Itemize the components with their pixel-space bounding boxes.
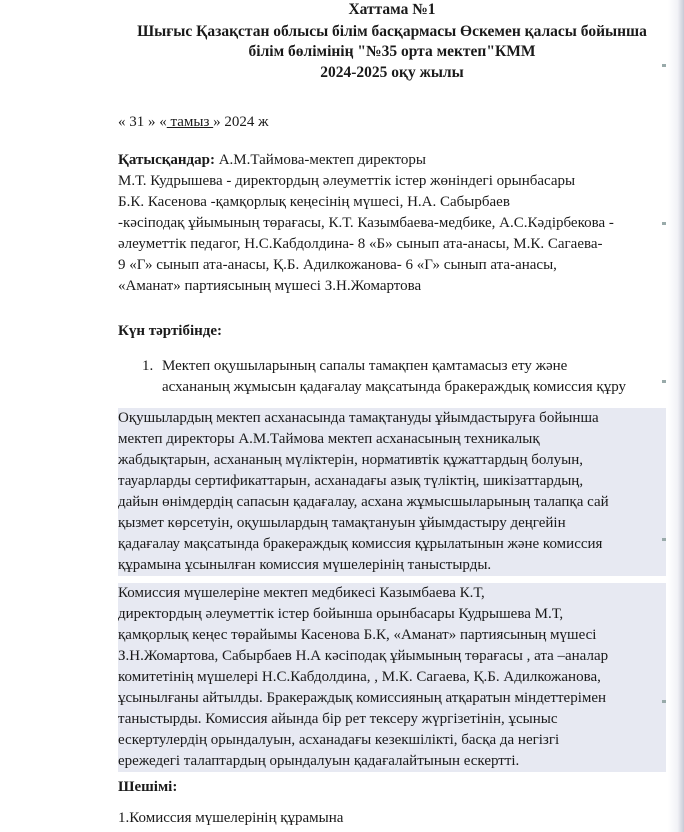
date-prefix: « 31 » « bbox=[118, 114, 167, 130]
participants-block bbox=[118, 150, 666, 297]
header-line-3: білім бөлімінің "№35 орта мектеп"КММ bbox=[248, 43, 536, 60]
body-line: тауарларды сертификаттарын, асханадағы азық түліктің, шикізаттардың, bbox=[118, 473, 584, 489]
body-line: қамқорлық кеңес төрайымы Касенова Б.К, «Аманат» партиясының мүшесі bbox=[118, 627, 597, 643]
body-line: ескертулердің орындалуын, асханадағы кезекшілікті, басқа да негізгі bbox=[118, 732, 560, 748]
agenda-title: Күн тәртібінде: bbox=[118, 323, 223, 339]
participants-line: М.Т. Кудрышева - директордың әлеуметтік істер жөніндегі орынбасары bbox=[118, 173, 576, 189]
body-line: құрамына ұсынылған комиссия мүшелерінің таныстырды. bbox=[118, 557, 492, 573]
participants-director: А.М.Таймова-мектеп директоры bbox=[214, 152, 426, 168]
participants-first-line bbox=[118, 150, 666, 171]
page-edge-shadow bbox=[668, 0, 684, 832]
body-paragraph-2 bbox=[118, 583, 666, 772]
body-line: қызмет көрсетуін, оқушылардың тамақтануын ұйымдастыру деңгейін bbox=[118, 515, 566, 531]
body-line: таныстырды. Комиссия айында бір рет тексеру жүргізетінін, ұсыныс bbox=[118, 711, 558, 727]
protocol-title: Хаттама №1 bbox=[348, 1, 436, 18]
participants-line: -кәсіподақ ұйымының төрағасы, К.Т. Казымбаева-медбике, А.С.Кәдірбекова - bbox=[118, 215, 614, 231]
academic-year: 2024-2025 оқу жылы bbox=[320, 64, 464, 81]
decision-line: 1.Комиссия мүшелерінің құрамына bbox=[118, 810, 344, 826]
header-line-2: Шығыс Қазақстан облысы білім басқармасы Өскемен қаласы бойынша bbox=[137, 23, 647, 40]
participants-line: Б.К. Касенова -қамқорлық кеңесінің мүшесі, Н.А. Сабырбаев bbox=[118, 194, 510, 210]
body-line: З.Н.Жомартова, Сабырбаев Н.А кәсіподақ ұйымының төрағасы , ата –аналар bbox=[118, 648, 609, 664]
body-line: Комиссия мүшелеріне мектеп медбикесі Казымбаева К.Т, bbox=[118, 585, 485, 601]
agenda-item-line: Мектеп оқушыларының сапалы тамақпен қамтамасыз ету және bbox=[162, 358, 568, 374]
body-line: комитетінің мүшелері Н.С.Кабдолдина, , М.К. Сагаева, Қ.Б. Адилкожанова, bbox=[118, 669, 601, 685]
agenda-item-line: асхананың жұмысын қадағалау мақсатында бракераждық комиссия құру bbox=[162, 379, 627, 395]
agenda-item-number: 1. bbox=[142, 358, 154, 374]
document-header bbox=[118, 0, 666, 83]
participants-line: әлеуметтік педагог, Н.С.Кабдолдина- 8 «Б» сынып ата-анасы, М.К. Сагаева- bbox=[118, 236, 603, 252]
date-suffix: » 2024 ж bbox=[213, 114, 269, 130]
participants-label: Қатысқандар: bbox=[118, 152, 215, 168]
body-line: директордың әлеуметтік істер бойынша орынбасары Кудрышева М.Т, bbox=[118, 606, 564, 622]
decision-title: Шешімі: bbox=[118, 779, 178, 795]
body-line: дайын өнімдердің сапасын қадағалау, асхана жұмысшыларының талапқа сай bbox=[118, 494, 609, 510]
body-line: қадағалау мақсатында бракераждық комиссия құрылатынын және комиссия bbox=[118, 536, 603, 552]
body-line: ұсынылғаны айтылды. Бракераждық комиссияның атқаратын міндеттерімен bbox=[118, 690, 607, 706]
body-line: жабдықтарын, асхананың мүліктерін, нормативтік құжаттардың болуын, bbox=[118, 452, 584, 468]
participants-line: «Аманат» партиясының мүшесі З.Н.Жомартова bbox=[118, 278, 422, 294]
date-month: тамыз bbox=[166, 114, 214, 130]
document-date bbox=[118, 114, 269, 131]
body-line: Оқушылардың мектеп асханасында тамақтануды ұйымдастыруға бойынша bbox=[118, 410, 599, 426]
body-paragraph-1 bbox=[118, 408, 666, 576]
body-line: ережедегі талаптардың орындалуын қадағалайтынын ескертті. bbox=[118, 753, 520, 769]
body-line: мектеп директоры А.М.Таймова мектеп асханасының техникалық bbox=[118, 431, 540, 447]
participants-line: 9 «Г» сынып ата-анасы, Қ.Б. Адилкожанова- 6 «Г» сынып ата-анасы, bbox=[118, 257, 557, 273]
